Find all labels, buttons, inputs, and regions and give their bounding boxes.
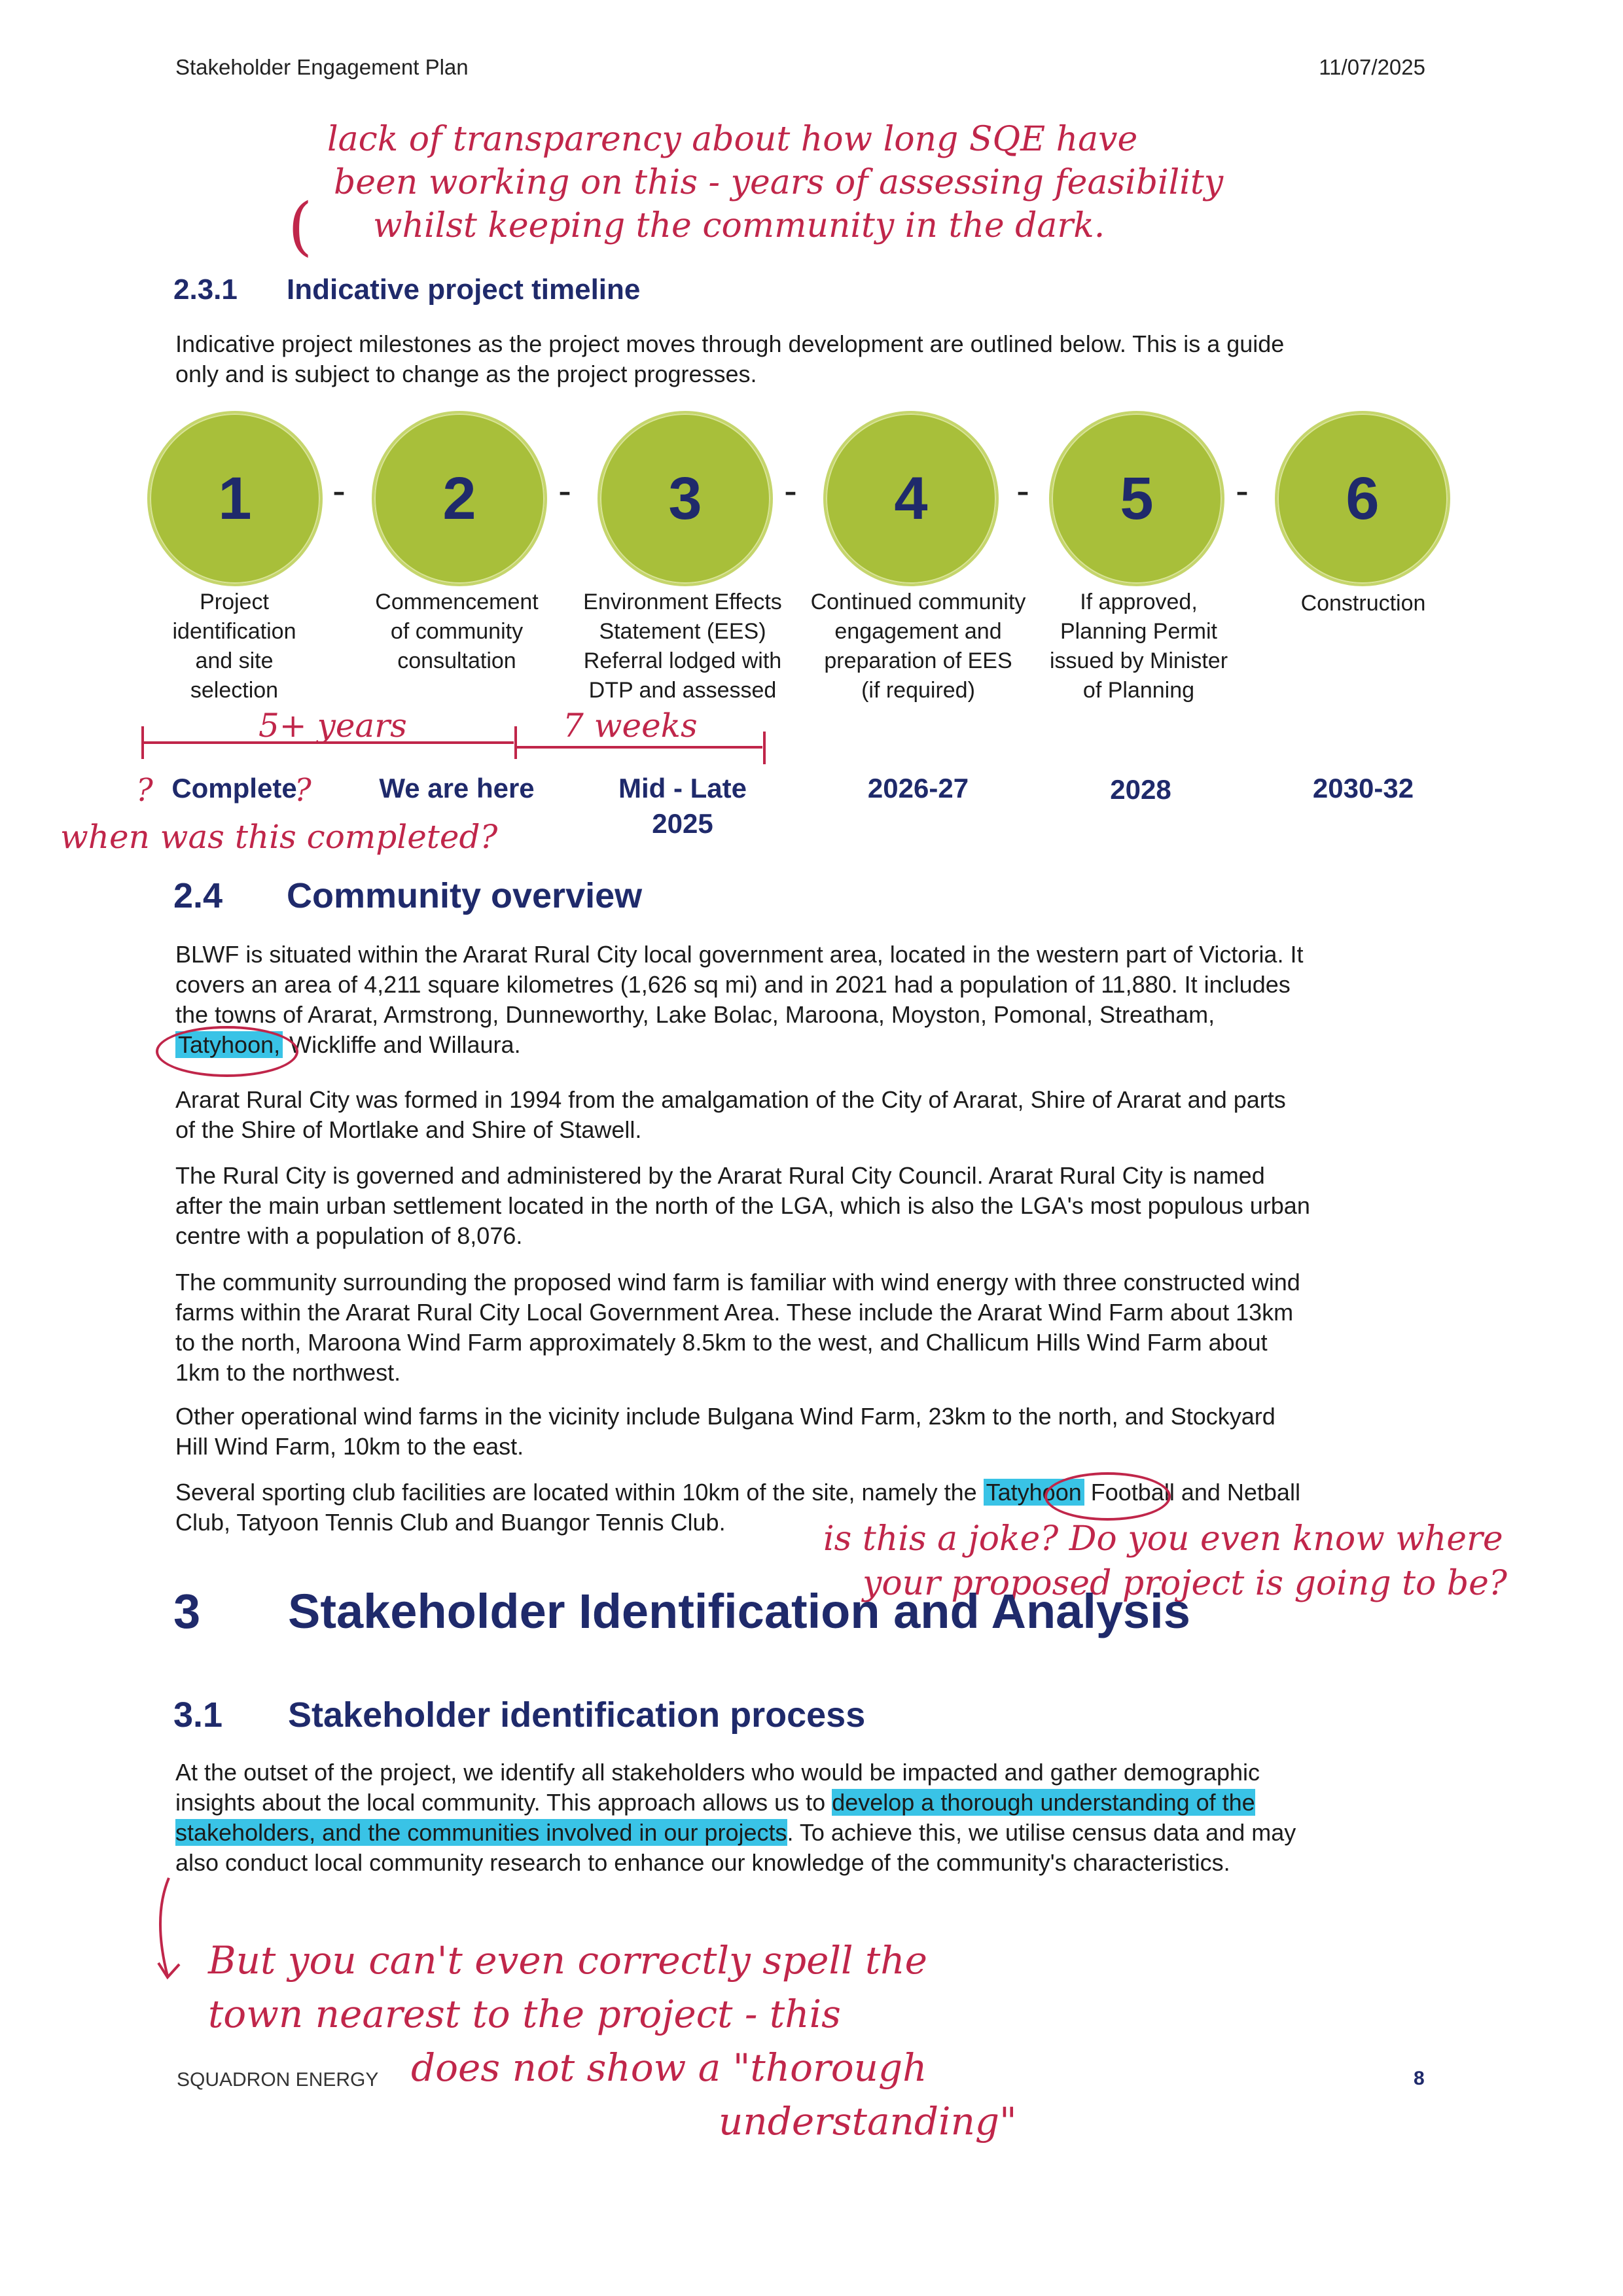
- highlight-tatyhoon: Tatyhoon,: [175, 1031, 283, 1058]
- text-line: 1km to the northwest.: [175, 1359, 401, 1386]
- milestone-label-4: [804, 588, 1033, 705]
- milestone-date-5: 2028: [1110, 774, 1171, 805]
- note-line: town nearest to the project - this: [208, 1992, 841, 2036]
- section-24-paragraph-4: [175, 1267, 1484, 1388]
- milestone-date-4: 2026-27: [867, 773, 969, 804]
- label-line: Planning Permit: [1060, 619, 1217, 644]
- label-line: selection: [190, 678, 279, 703]
- milestone-label-3: [571, 588, 794, 705]
- text-span: Football and Netball: [1084, 1479, 1300, 1506]
- milestone-circle-6: 6: [1275, 411, 1450, 586]
- question-mark-2: ?: [294, 772, 312, 809]
- section-3-number: 3: [173, 1584, 201, 1638]
- span-label-2: 7 weeks: [563, 707, 698, 745]
- label-line: Commencement: [375, 590, 539, 614]
- label-line: Referral lodged with: [583, 648, 782, 673]
- milestone-dash: -: [784, 468, 797, 512]
- text-line: [175, 1477, 1550, 1508]
- section-231-title: Indicative project timeline: [287, 274, 641, 306]
- bracket-mark: (: [288, 190, 313, 263]
- footer-page-number: 8: [1414, 2068, 1425, 2089]
- label-line: Construction: [1300, 591, 1426, 616]
- note-line: does not show a "thorough: [411, 2045, 927, 2090]
- label-line: If approved,: [1080, 590, 1198, 614]
- label-line: of community: [390, 619, 524, 644]
- label-line: identification: [172, 619, 296, 644]
- label-line: preparation of EES: [824, 648, 1012, 673]
- label-line: Project: [200, 590, 269, 614]
- text-line: after the main urban settlement located in the north of the LGA, which is also the LGA's most populous urban: [175, 1192, 1310, 1219]
- text-line: BLWF is situated within the Ararat Rural City local government area, located in the western part of Victoria. It: [175, 941, 1304, 968]
- label-line: Environment Effects: [583, 590, 782, 614]
- milestone-circle-5: 5: [1049, 411, 1224, 586]
- milestone-dash: -: [1016, 468, 1029, 512]
- milestone-date-1: Complete: [171, 773, 297, 804]
- text-line: Other operational wind farms in the vicinity include Bulgana Wind Farm, 23km to the north, and Stockyard: [175, 1403, 1275, 1430]
- section-231-number: 2.3.1: [173, 274, 238, 306]
- note-line: whilst keeping the community in the dark.: [373, 206, 1105, 245]
- text-span: Wickliffe and Willaura.: [283, 1031, 521, 1058]
- header-doc-title: Stakeholder Engagement Plan: [175, 55, 469, 79]
- milestone-dash: -: [558, 468, 571, 512]
- milestone-dash: -: [1236, 468, 1249, 512]
- handwritten-note-top: [327, 118, 1223, 247]
- text-line: [175, 1818, 1550, 1848]
- note-line: lack of transparency about how long SQE have: [327, 120, 1138, 159]
- milestone-circle-3: 3: [597, 411, 773, 586]
- text-span: Several sporting club facilities are located within 10km of the site, namely the: [175, 1479, 984, 1506]
- milestone-label-6: [1252, 589, 1474, 618]
- span-label-1: 5+ years: [259, 707, 407, 745]
- text-line: [175, 1788, 1550, 1818]
- label-line: issued by Minister: [1049, 648, 1228, 673]
- milestone-circle-2: 2: [372, 411, 547, 586]
- text-line: The community surrounding the proposed wind farm is familiar with wind energy with three constructed wind: [175, 1269, 1300, 1296]
- milestone-label-5: [1027, 588, 1250, 705]
- section-24-paragraph-5: [175, 1402, 1484, 1462]
- section-3-title: Stakeholder Identification and Analysis: [288, 1584, 1190, 1638]
- section-24-number: 2.4: [173, 876, 223, 915]
- label-line: DTP and assessed: [588, 678, 777, 703]
- note-line: been working on this - years of assessing feasibility: [334, 163, 1224, 202]
- arrow-mark: [149, 1871, 208, 1989]
- text-line: At the outset of the project, we identify all stakeholders who would be impacted and gather demographic: [175, 1759, 1260, 1786]
- text-line: farms within the Ararat Rural City Local Government Area. These include the Ararat Wind Farm about 13km: [175, 1299, 1294, 1326]
- label-line: Continued community: [810, 590, 1026, 614]
- section-31-title: Stakeholder identification process: [288, 1695, 866, 1735]
- note-line: your proposed project is going to be?: [863, 1564, 1507, 1603]
- note-line: is this a joke? Do you even know where: [823, 1519, 1503, 1559]
- milestone-date-3: [571, 771, 794, 841]
- milestone-label-2: [346, 588, 568, 676]
- section-231-intro-1: Indicative project milestones as the project moves through development are outlined below. This is a guide: [175, 330, 1285, 357]
- section-24-title: Community overview: [287, 876, 643, 915]
- milestone-date-6: 2030-32: [1312, 773, 1414, 804]
- section-24-paragraph-2: [175, 1085, 1484, 1145]
- section-24-paragraph-1: [175, 940, 1484, 1060]
- label-line: (if required): [861, 678, 975, 703]
- question-mark-1: ?: [136, 772, 153, 809]
- highlight-tatyhoon-2: Tatyhoon: [984, 1479, 1084, 1506]
- header-date: 11/07/2025: [1319, 55, 1425, 79]
- section-31-paragraph: [175, 1757, 1550, 1878]
- text-line: Club, Tatyoon Tennis Club and Buangor Tennis Club.: [175, 1509, 726, 1536]
- text-line: centre with a population of 8,076.: [175, 1222, 523, 1249]
- section-24-paragraph-3: [175, 1161, 1484, 1251]
- milestone-circle-1: 1: [147, 411, 323, 586]
- label-line: Statement (EES): [599, 619, 766, 644]
- milestone-date-2: We are here: [379, 773, 535, 804]
- text-line: [175, 1030, 1484, 1060]
- milestone-label-1: [123, 588, 346, 705]
- red-circle-mark: [156, 1026, 298, 1077]
- date-line: 2025: [652, 808, 713, 839]
- highlight-thorough-understanding: develop a thorough understanding of the: [832, 1789, 1255, 1816]
- milestone-circle-4: 4: [823, 411, 999, 586]
- label-line: of Planning: [1082, 678, 1195, 703]
- text-line: Ararat Rural City was formed in 1994 from the amalgamation of the City of Ararat, Shire of Ararat and parts: [175, 1086, 1286, 1113]
- text-span: . To achieve this, we utilise census data and may: [787, 1819, 1296, 1846]
- note-line: But you can't even correctly spell the: [208, 1938, 927, 1983]
- text-line: the towns of Ararat, Armstrong, Dunneworthy, Lake Bolac, Maroona, Moyston, Pomonal, Streatham,: [175, 1001, 1215, 1028]
- date-line: Mid - Late: [618, 773, 747, 804]
- section-31-number: 3.1: [173, 1695, 223, 1735]
- red-circle-mark: [1044, 1472, 1171, 1521]
- label-line: engagement and: [834, 619, 1002, 644]
- text-span: insights about the local community. This approach allows us to: [175, 1789, 832, 1816]
- arrow-curve: [160, 1878, 169, 1976]
- milestone-dash: -: [332, 468, 346, 512]
- text-line: of the Shire of Mortlake and Shire of Stawell.: [175, 1116, 642, 1143]
- handwritten-when-completed: when was this completed?: [60, 818, 498, 856]
- text-line: to the north, Maroona Wind Farm approximately 8.5km to the west, and Challicum Hills Wind Farm about: [175, 1329, 1268, 1356]
- text-line: also conduct local community research to enhance our knowledge of the community's characteristics.: [175, 1849, 1230, 1876]
- arrow-head: [158, 1963, 179, 1977]
- footer-company: SQUADRON ENERGY: [177, 2069, 379, 2091]
- note-line: understanding": [719, 2099, 1017, 2144]
- label-line: and site: [195, 648, 274, 673]
- highlight-stakeholders: stakeholders, and the communities involved in our projects: [175, 1819, 787, 1846]
- text-line: The Rural City is governed and administered by the Ararat Rural City Council. Ararat Rural City is named: [175, 1162, 1265, 1189]
- text-line: covers an area of 4,211 square kilometres (1,626 sq mi) and in 2021 had a population of 11,880. It includes: [175, 971, 1291, 998]
- handwritten-note-bottom: [208, 1934, 1017, 2148]
- text-line: Hill Wind Farm, 10km to the east.: [175, 1433, 524, 1460]
- label-line: consultation: [397, 648, 516, 673]
- section-231-intro-2: only and is subject to change as the project progresses.: [175, 361, 757, 387]
